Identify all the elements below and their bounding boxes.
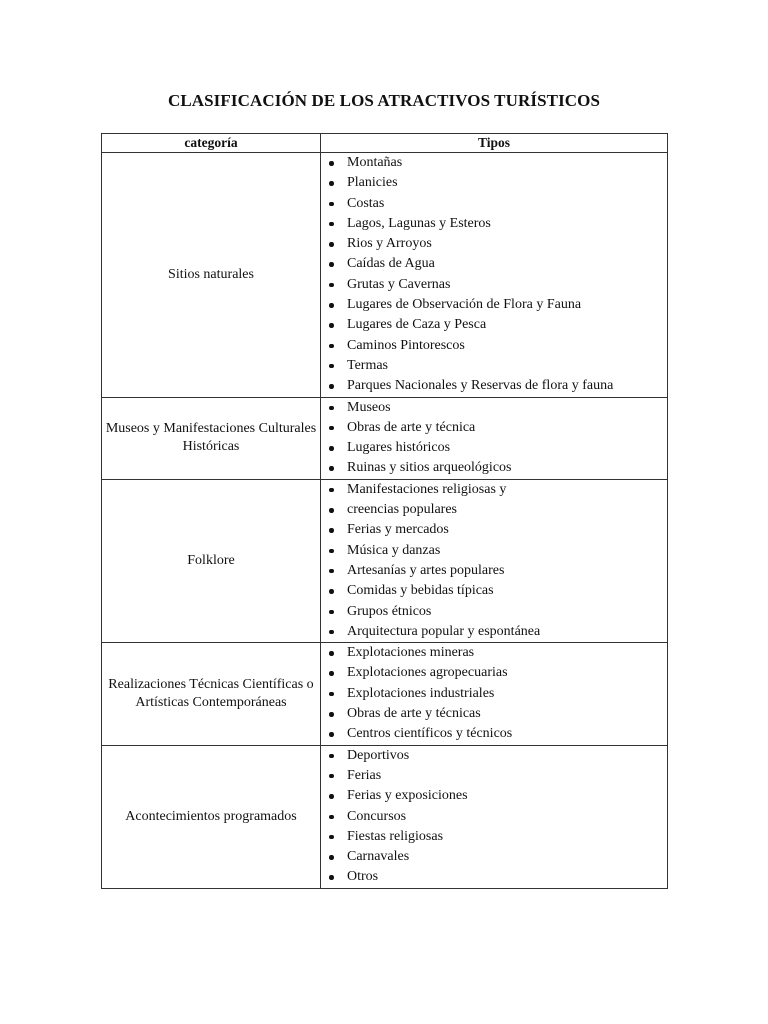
list-item: Deportivos xyxy=(321,746,667,766)
category-cell: Museos y Manifestaciones Culturales Históricas xyxy=(102,397,321,479)
list-item: Obras de arte y técnica xyxy=(321,418,667,438)
header-types: Tipos xyxy=(321,134,668,153)
table-header-row xyxy=(102,134,668,153)
list-item: Costas xyxy=(321,194,667,214)
list-item: Termas xyxy=(321,356,667,376)
list-item: Caminos Pintorescos xyxy=(321,336,667,356)
list-item: Comidas y bebidas típicas xyxy=(321,581,667,601)
types-cell xyxy=(321,479,668,642)
table-row xyxy=(102,745,668,888)
list-item: Parques Nacionales y Reservas de flora y fauna xyxy=(321,376,667,396)
list-item: creencias populares xyxy=(321,500,667,520)
list-item: Música y danzas xyxy=(321,541,667,561)
list-item: Explotaciones industriales xyxy=(321,684,667,704)
types-list xyxy=(321,398,667,479)
list-item: Montañas xyxy=(321,153,667,173)
list-item: Ruinas y sitios arqueológicos xyxy=(321,458,667,478)
table-row xyxy=(102,479,668,642)
types-cell xyxy=(321,745,668,888)
table-row xyxy=(102,153,668,398)
list-item: Lugares históricos xyxy=(321,438,667,458)
types-list xyxy=(321,153,667,397)
types-cell xyxy=(321,397,668,479)
category-cell: Acontecimientos programados xyxy=(102,745,321,888)
list-item: Fiestas religiosas xyxy=(321,827,667,847)
list-item: Grutas y Cavernas xyxy=(321,275,667,295)
header-category: categoría xyxy=(102,134,321,153)
list-item: Lugares de Caza y Pesca xyxy=(321,315,667,335)
table-body xyxy=(102,153,668,889)
list-item: Concursos xyxy=(321,807,667,827)
types-cell xyxy=(321,643,668,745)
table-row xyxy=(102,643,668,745)
list-item: Manifestaciones religiosas y xyxy=(321,480,667,500)
page-title: CLASIFICACIÓN DE LOS ATRACTIVOS TURÍSTICOS xyxy=(167,91,601,110)
types-list xyxy=(321,480,667,642)
list-item: Lugares de Observación de Flora y Fauna xyxy=(321,295,667,315)
list-item: Carnavales xyxy=(321,847,667,867)
list-item: Obras de arte y técnicas xyxy=(321,704,667,724)
category-cell: Folklore xyxy=(102,479,321,642)
list-item: Explotaciones mineras xyxy=(321,643,667,663)
category-cell: Realizaciones Técnicas Científicas o Artísticas Contemporáneas xyxy=(102,643,321,745)
list-item: Caídas de Agua xyxy=(321,254,667,274)
list-item: Lagos, Lagunas y Esteros xyxy=(321,214,667,234)
list-item: Ferias xyxy=(321,766,667,786)
list-item: Explotaciones agropecuarias xyxy=(321,663,667,683)
list-item: Arquitectura popular y espontánea xyxy=(321,622,667,642)
list-item: Rios y Arroyos xyxy=(321,234,667,254)
classification-table xyxy=(101,133,668,889)
list-item: Centros científicos y técnicos xyxy=(321,724,667,744)
types-list xyxy=(321,643,667,744)
list-item: Artesanías y artes populares xyxy=(321,561,667,581)
list-item: Grupos étnicos xyxy=(321,602,667,622)
types-list xyxy=(321,746,667,888)
category-cell: Sitios naturales xyxy=(102,153,321,398)
list-item: Museos xyxy=(321,398,667,418)
list-item: Planicies xyxy=(321,173,667,193)
list-item: Ferias y mercados xyxy=(321,520,667,540)
list-item: Otros xyxy=(321,867,667,887)
table-row xyxy=(102,397,668,479)
list-item: Ferias y exposiciones xyxy=(321,786,667,806)
types-cell xyxy=(321,153,668,398)
